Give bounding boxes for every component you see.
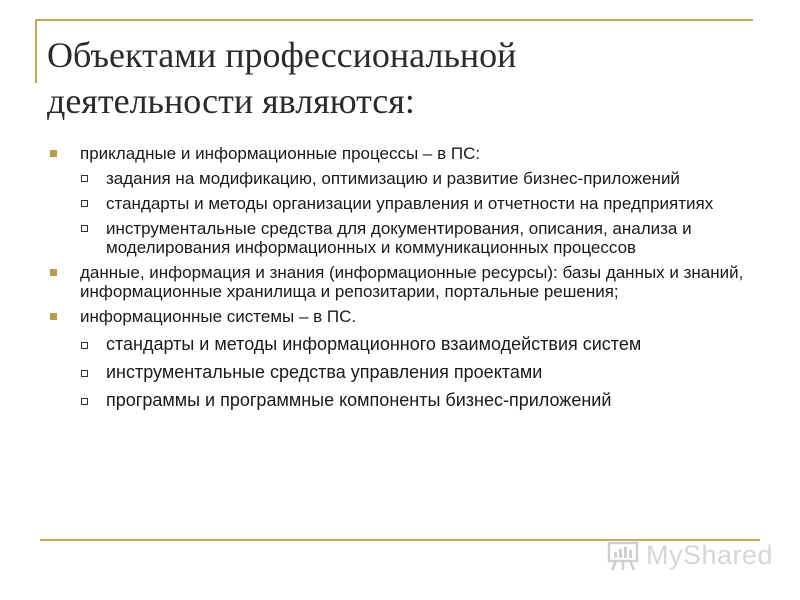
hollow-square-bullet-icon [81, 175, 88, 182]
hollow-square-bullet-icon [81, 200, 88, 207]
square-bullet-icon [50, 313, 57, 320]
sub-list-item-text: стандарты и методы информационного взаимодействия систем [106, 334, 642, 354]
sub-list-item [50, 334, 750, 354]
sub-list-item-text: программы и программные компоненты бизнес-приложений [106, 390, 612, 410]
presentation-board-icon [606, 538, 640, 572]
sub-list-item [50, 362, 750, 382]
hollow-square-bullet-icon [81, 398, 88, 405]
sub-list-item [50, 390, 750, 410]
left-rule [35, 19, 37, 83]
list-item [50, 263, 750, 301]
sub-list-item-text: задания на модификацию, оптимизацию и развитие бизнес-приложений [106, 169, 680, 188]
hollow-square-bullet-icon [81, 370, 88, 377]
watermark [606, 536, 774, 576]
slide-title [47, 32, 747, 124]
list-item-text: данные, информация и знания (информационные ресурсы): базы данных и знаний, информационные хранилища и репозитарии, портальные решения; [80, 263, 744, 301]
top-rule [35, 19, 753, 21]
square-bullet-icon [50, 269, 57, 276]
bullet-list [50, 144, 750, 418]
hollow-square-bullet-icon [81, 225, 88, 232]
list-item-text: информационные системы – в ПС. [80, 307, 357, 326]
sub-list-item-text: стандарты и методы организации управления и отчетности на предприятиях [106, 194, 714, 213]
list-item [50, 307, 750, 326]
watermark-text: MyShared [646, 540, 774, 570]
title-line-2: деятельности являются: [47, 81, 415, 121]
sub-list-item-text: инструментальные средства для документирования, описания, анализа и моделирования информационных и коммуникационных процессов [106, 219, 692, 257]
list-item [50, 144, 750, 163]
title-line-1: Объектами профессиональной [47, 35, 517, 75]
sub-list-item [50, 194, 750, 213]
list-item-text: прикладные и информационные процессы – в ПС: [80, 144, 481, 163]
hollow-square-bullet-icon [81, 342, 88, 349]
sub-list-item-text: инструментальные средства управления проектами [106, 362, 543, 382]
sub-list-item [50, 219, 750, 257]
sub-list-item [50, 169, 750, 188]
square-bullet-icon [50, 150, 57, 157]
